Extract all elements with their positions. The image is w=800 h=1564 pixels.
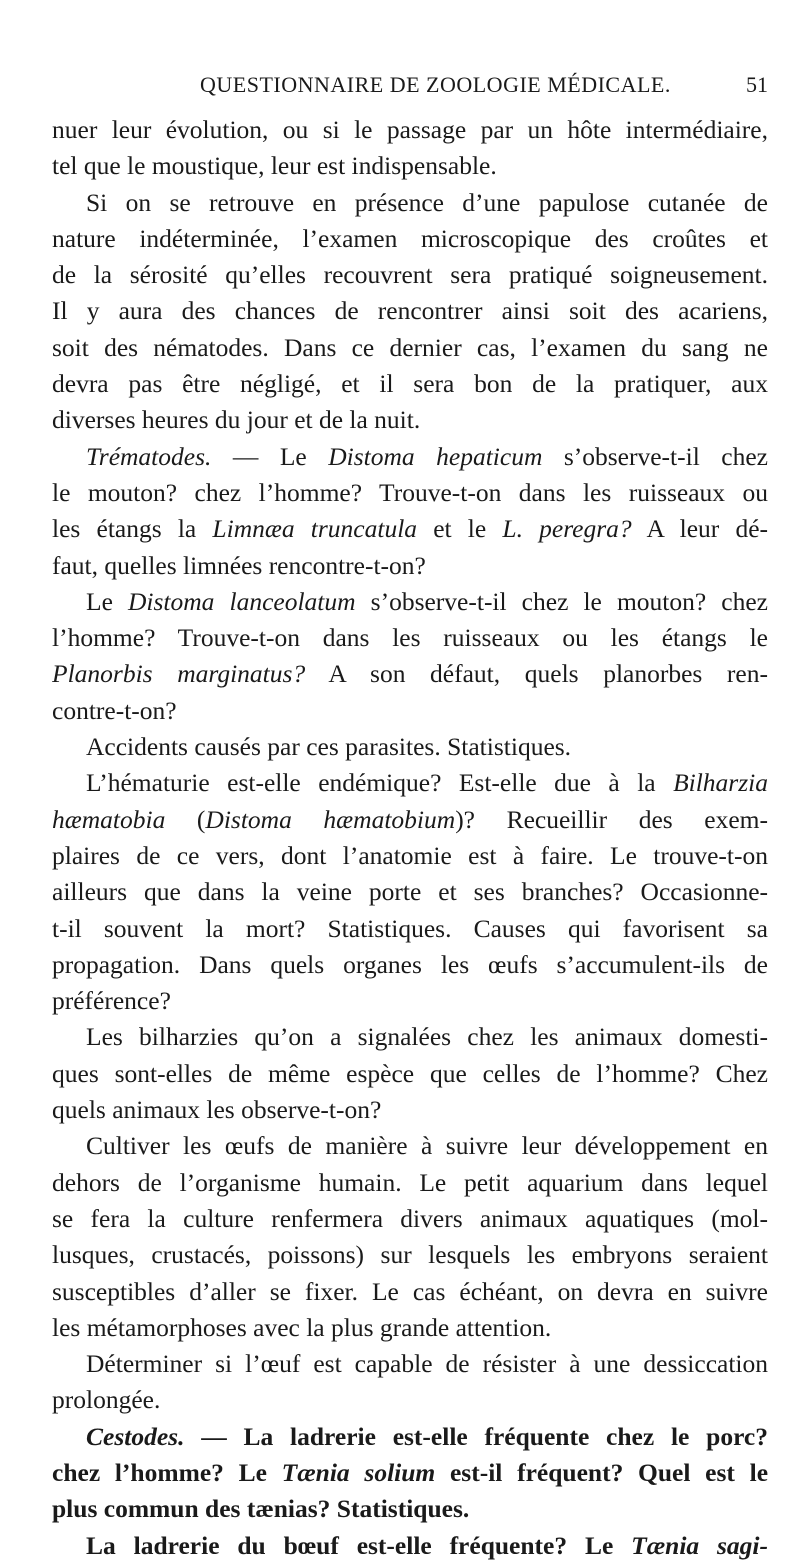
text-line (52, 947, 768, 983)
text-line (52, 1019, 768, 1055)
text-segment: Accidents causés par ces parasites. Statistiques. (86, 732, 572, 762)
running-title: QUESTIONNAIRE DE ZOOLOGIE MÉDICALE. (200, 72, 671, 97)
italic-term: Tænia sagi- (631, 1530, 768, 1560)
text-line (52, 1128, 768, 1164)
italic-term: Trématodes. (86, 441, 212, 471)
italic-term: Distoma hepaticum (328, 441, 543, 471)
text-segment: chez l’homme? Le (52, 1457, 282, 1487)
text-segment: est-il fréquent? Quel est le (435, 1457, 768, 1487)
text-segment: le mouton? chez l’homme? Trouve-t-on dans les ruisseaux ou (52, 477, 768, 507)
page-header (52, 72, 768, 102)
text-segment: s’observe-t-il chez (542, 441, 768, 471)
text-line (52, 1310, 768, 1346)
text-line (52, 1237, 768, 1273)
text-line (52, 548, 768, 584)
text-segment: L’hématurie est-elle endémique? Est-elle due à la (86, 768, 674, 798)
italic-term: Distoma hæmatobium (205, 804, 456, 834)
italic-term: L. peregra? (502, 514, 632, 544)
text-line (52, 511, 768, 547)
text-segment: les étangs la (52, 514, 213, 544)
text-line (52, 1346, 768, 1382)
text-segment: Cultiver les œufs de manière à suivre leur développement en (86, 1131, 768, 1161)
text-segment: se fera la culture renfermera divers animaux aquatiques (mol- (52, 1203, 768, 1233)
text-segment: tel que le moustique, leur est indispensable. (52, 151, 497, 181)
text-line (52, 656, 768, 692)
text-line (52, 1092, 768, 1128)
italic-term: Planorbis marginatus? (52, 659, 306, 689)
text-line (52, 402, 768, 438)
text-line (52, 765, 768, 801)
text-line (52, 1056, 768, 1092)
text-segment: A son défaut, quels planorbes ren- (305, 659, 768, 689)
text-segment: l’homme? Trouve-t-on dans les ruisseaux ou les étangs le (52, 623, 768, 653)
text-line (52, 257, 768, 293)
text-line (52, 112, 768, 148)
text-segment: — La ladrerie est-elle fréquente chez le porc? (184, 1421, 768, 1451)
text-segment: faut, quelles limnées rencontre-t-on? (52, 550, 426, 580)
text-line (52, 1491, 768, 1527)
text-segment: propagation. Dans quels organes les œufs s’accumulent-ils de (52, 949, 768, 979)
text-line (52, 1528, 768, 1564)
text-segment: préférence? (52, 986, 171, 1016)
italic-term: Cestodes. (86, 1421, 185, 1451)
text-segment: lusques, crustacés, poissons) sur lesquels les embryons seraient (52, 1240, 768, 1270)
text-segment: les métamorphoses avec la plus grande attention. (52, 1312, 552, 1342)
body-text (52, 112, 768, 1564)
text-segment: t-il souvent la mort? Statistiques. Causes qui favorisent sa (52, 913, 768, 943)
text-segment: )? Recueillir des exem- (455, 804, 768, 834)
text-segment: soit des nématodes. Dans ce dernier cas, l’examen du sang ne (52, 332, 768, 362)
text-line (52, 729, 768, 765)
italic-term: hæmatobia (52, 804, 166, 834)
text-line (52, 1165, 768, 1201)
text-segment: prolongée. (52, 1385, 161, 1415)
text-segment: quels animaux les observe-t-on? (52, 1095, 382, 1125)
text-line (52, 838, 768, 874)
text-segment: dehors de l’organisme humain. Le petit aquarium dans lequel (52, 1167, 768, 1197)
text-line (52, 983, 768, 1019)
text-line (52, 693, 768, 729)
text-line (52, 911, 768, 947)
text-segment: susceptibles d’aller se fixer. Le cas échéant, on devra en suivre (52, 1276, 768, 1306)
text-line (52, 439, 768, 475)
text-segment: de la sérosité qu’elles recouvrent sera pratiqué soigneusement. (52, 260, 768, 290)
text-segment: contre-t-on? (52, 695, 177, 725)
text-line (52, 366, 768, 402)
text-line (52, 185, 768, 221)
text-segment: et le (417, 514, 503, 544)
text-line (52, 475, 768, 511)
text-segment: s’observe-t-il chez le mouton? chez (355, 586, 768, 616)
text-segment: plus commun des tænias? Statistiques. (52, 1494, 470, 1524)
text-line (52, 1201, 768, 1237)
text-segment: Déterminer si l’œuf est capable de résister à une dessiccation (86, 1349, 768, 1379)
text-line (52, 1274, 768, 1310)
text-segment: ques sont-elles de même espèce que celles de l’homme? Chez (52, 1058, 768, 1088)
text-segment: devra pas être négligé, et il sera bon de la pratiquer, aux (52, 369, 768, 399)
text-line (52, 1419, 768, 1455)
page-number: 51 (746, 72, 768, 97)
text-line (52, 221, 768, 257)
italic-term: Bilharzia (673, 768, 768, 798)
text-line (52, 584, 768, 620)
text-segment: nuer leur évolution, ou si le passage par un hôte intermédiaire, (52, 115, 768, 144)
text-segment: A leur dé- (631, 514, 768, 544)
text-segment: Il y aura des chances de rencontrer ainsi soit des acariens, (52, 296, 768, 326)
text-line (52, 874, 768, 910)
text-segment: — Le (211, 441, 329, 471)
italic-term: Distoma lanceolatum (127, 586, 356, 616)
text-segment: Les bilharzies qu’on a signalées chez les animaux domesti- (86, 1022, 768, 1052)
italic-term: Tænia solium (281, 1457, 436, 1487)
text-segment: ailleurs que dans la veine porte et ses branches? Occasionne- (52, 877, 768, 907)
text-line (52, 293, 768, 329)
text-segment: Si on se retrouve en présence d’une papulose cutanée de (86, 187, 768, 217)
text-line (52, 148, 768, 184)
text-segment: plaires de ce vers, dont l’anatomie est à faire. Le trouve-t-on (52, 840, 768, 870)
text-line (52, 1455, 768, 1491)
text-segment: ( (165, 804, 206, 834)
text-line (52, 1382, 768, 1418)
italic-term: Limnæa truncatula (212, 514, 418, 544)
text-segment: diverses heures du jour et de la nuit. (52, 405, 421, 435)
text-line (52, 802, 768, 838)
text-segment: La ladrerie du bœuf est-elle fréquente? Le (86, 1530, 632, 1560)
text-segment: nature indéterminée, l’examen microscopique des croûtes et (52, 223, 768, 253)
text-segment: Le (86, 586, 128, 616)
text-line (52, 620, 768, 656)
text-line (52, 330, 768, 366)
